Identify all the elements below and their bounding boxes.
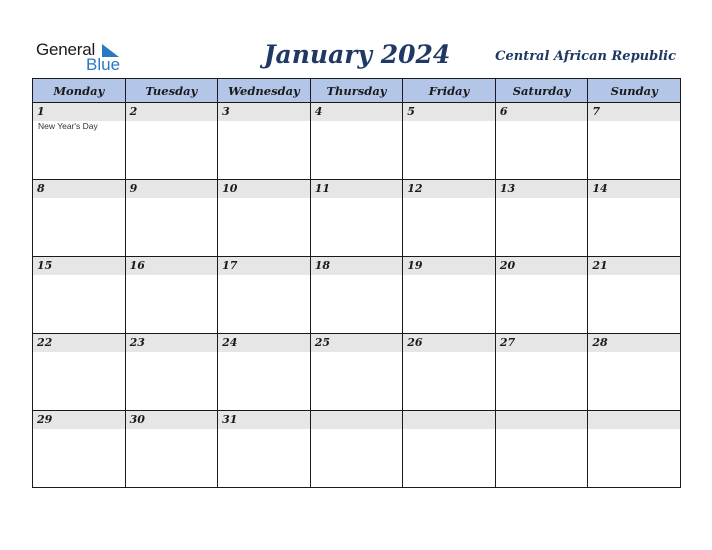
day-cell (125, 411, 218, 488)
day-number: 30 (126, 411, 218, 429)
day-cell (588, 257, 681, 334)
day-cell (495, 180, 588, 257)
day-number: 2 (126, 103, 218, 121)
generalblue-logo (36, 40, 126, 74)
day-number: 1 (33, 103, 125, 121)
day-number: 16 (126, 257, 218, 275)
day-cell (495, 257, 588, 334)
day-number: 25 (311, 334, 403, 352)
day-number: 6 (496, 103, 588, 121)
holiday-label: New Year's Day (38, 121, 98, 131)
day-cell (33, 180, 126, 257)
day-cell (33, 334, 126, 411)
week-row (33, 103, 681, 180)
logo-text-general: General (36, 40, 96, 59)
day-number: 13 (496, 180, 588, 198)
day-number: 9 (126, 180, 218, 198)
day-number: 28 (588, 334, 680, 352)
logo-text-blue: Blue (86, 55, 121, 74)
day-cell (218, 411, 311, 488)
day-number: 5 (403, 103, 495, 121)
day-number: 19 (403, 257, 495, 275)
week-row (33, 257, 681, 334)
day-number: 14 (588, 180, 680, 198)
weekday-header: Saturday (495, 79, 588, 103)
day-number: 24 (218, 334, 310, 352)
day-number: 20 (496, 257, 588, 275)
day-number: 7 (588, 103, 680, 121)
weekday-header-row (33, 79, 681, 103)
weekday-header: Thursday (310, 79, 403, 103)
day-cell (310, 411, 403, 488)
day-cell (495, 334, 588, 411)
day-cell (310, 257, 403, 334)
day-number: 31 (218, 411, 310, 429)
day-cell (125, 334, 218, 411)
day-cell (218, 103, 311, 180)
day-number: 4 (311, 103, 403, 121)
day-number: 23 (126, 334, 218, 352)
week-row (33, 411, 681, 488)
week-row (33, 334, 681, 411)
day-number: 29 (33, 411, 125, 429)
day-cell (218, 257, 311, 334)
day-cell (310, 103, 403, 180)
day-cell (33, 257, 126, 334)
day-number: 21 (588, 257, 680, 275)
calendar-title: January 2024 (263, 40, 451, 69)
day-cell (495, 103, 588, 180)
weekday-header: Monday (33, 79, 126, 103)
country-name: Central African Republic (495, 49, 676, 64)
day-number: 11 (311, 180, 403, 198)
day-cell (310, 334, 403, 411)
day-cell (403, 180, 496, 257)
day-number (403, 411, 495, 429)
day-cell (588, 411, 681, 488)
day-number (588, 411, 680, 429)
weekday-header: Friday (403, 79, 496, 103)
day-cell (588, 334, 681, 411)
day-number: 22 (33, 334, 125, 352)
day-cell (588, 180, 681, 257)
weekday-header: Wednesday (218, 79, 311, 103)
day-cell (495, 411, 588, 488)
day-number: 26 (403, 334, 495, 352)
day-cell (403, 411, 496, 488)
day-number: 8 (33, 180, 125, 198)
day-cell (125, 180, 218, 257)
day-cell (310, 180, 403, 257)
week-row (33, 180, 681, 257)
day-number: 17 (218, 257, 310, 275)
day-number (496, 411, 588, 429)
day-cell (403, 103, 496, 180)
day-cell (588, 103, 681, 180)
weekday-header: Tuesday (125, 79, 218, 103)
day-number: 12 (403, 180, 495, 198)
day-cell (33, 411, 126, 488)
day-cell (403, 257, 496, 334)
day-cell (218, 180, 311, 257)
day-number: 10 (218, 180, 310, 198)
day-cell (125, 103, 218, 180)
day-number (311, 411, 403, 429)
day-cell (403, 334, 496, 411)
day-cell (33, 103, 126, 180)
day-number: 18 (311, 257, 403, 275)
day-cell (125, 257, 218, 334)
day-number: 27 (496, 334, 588, 352)
day-number: 15 (33, 257, 125, 275)
day-cell (218, 334, 311, 411)
weekday-header: Sunday (588, 79, 681, 103)
day-number: 3 (218, 103, 310, 121)
calendar-grid (32, 78, 681, 488)
